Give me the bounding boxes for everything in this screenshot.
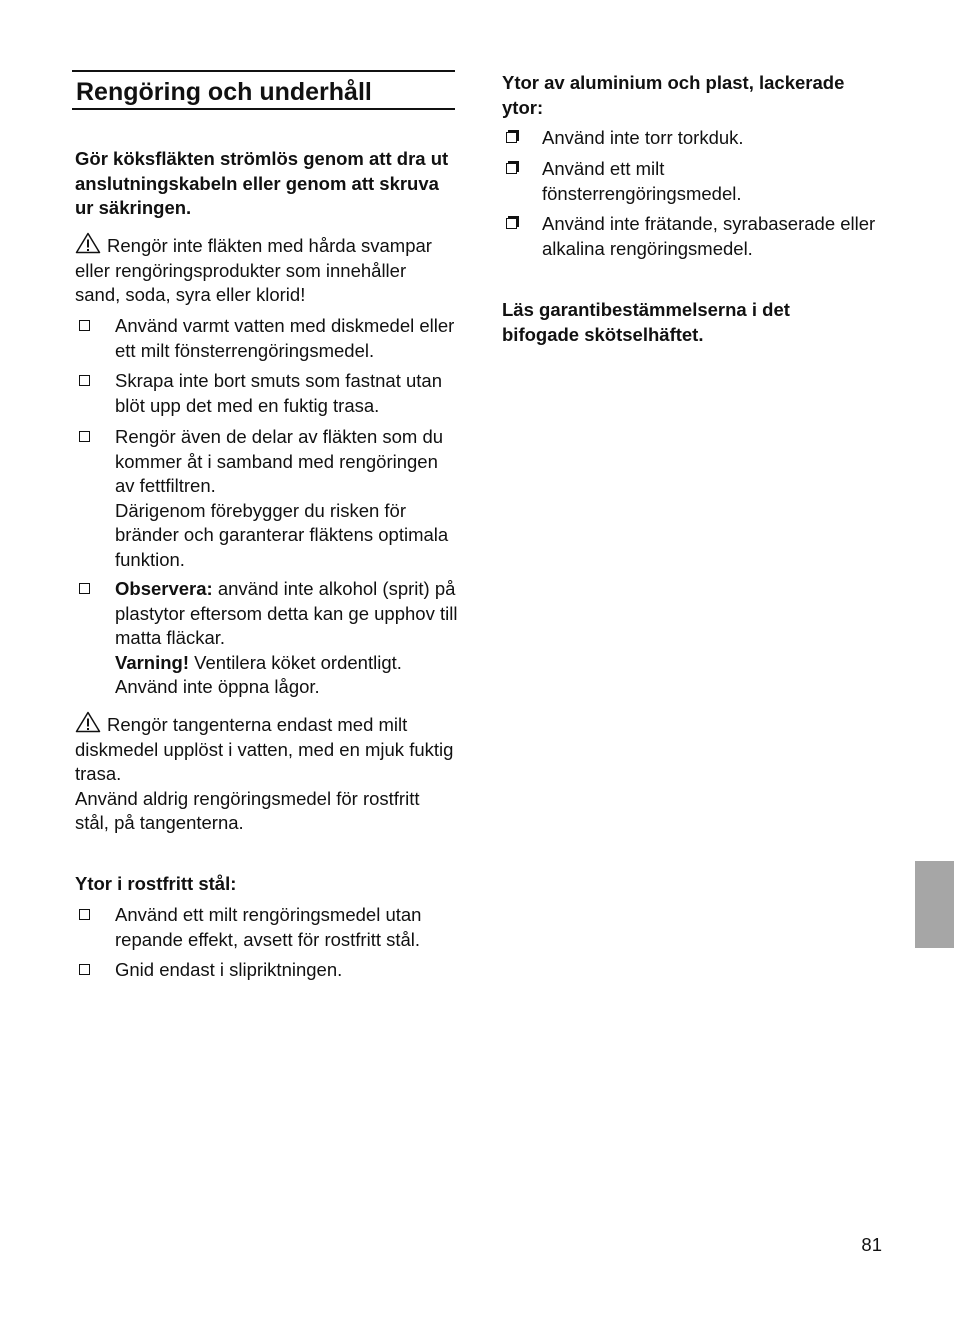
list-item-text-part1: Rengör även de delar av fläkten som du kommer åt i samband med rengöringen av fettfiltren.: [115, 426, 444, 496]
list-item-text: Använd varmt vatten med diskmedel eller ett milt fönsterrengöringsmedel.: [115, 315, 455, 361]
warning-text-2-extra: Använd aldrig rengöringsmedel för rostfritt stål, på tangenterna.: [75, 787, 420, 833]
list-item-text: Använd ett milt rengöringsmedel utan repande effekt, avsett för rostfritt stål.: [115, 904, 422, 950]
checkbox-icon: [79, 375, 90, 386]
page-title: Rengöring och underhåll: [76, 78, 372, 106]
list-item-text-part2: Därigenom förebygger du risken för bränder och garanterar fläktens optimala funktion.: [115, 499, 449, 570]
warning-triangle-icon: [75, 232, 101, 254]
list-item-text: Använd ett milt fönsterrengöringsmedel.: [542, 158, 742, 204]
section-tab: [915, 861, 954, 948]
aluminium-heading: Ytor av aluminium och plast, lackerade ytor:: [502, 72, 845, 118]
checkbox-icon: [79, 320, 90, 331]
warning-text-2: Rengör tangenterna endast med milt diskmedel upplöst i vatten, med en mjuk fuktig trasa.: [75, 714, 454, 784]
warning-paragraph-1: [75, 232, 455, 308]
list-item-text: [115, 577, 460, 700]
warning-label-text: Ventilera köket ordentligt. Använd inte öppna lågor.: [115, 651, 402, 697]
checkbox-icon: [506, 132, 517, 143]
observe-text: använd inte alkohol (sprit) på plastytor eftersom detta kan ge upphov till matta fläckar.: [115, 578, 458, 648]
checkbox-icon: [79, 909, 90, 920]
list-item-text: [115, 425, 460, 572]
title-box: [72, 70, 455, 110]
list-item-text: Använd inte frätande, syrabaserade eller alkalina rengöringsmedel.: [542, 213, 876, 259]
steel-heading: Ytor i rostfritt stål:: [75, 873, 237, 894]
checkbox-icon: [79, 583, 90, 594]
list-item-text: Använd inte torr torkduk.: [542, 127, 744, 148]
checkbox-icon: [506, 218, 517, 229]
warning-label: Varning!: [115, 651, 190, 673]
guarantee-note: Läs garantibestämmelserna i det bifogade skötselhäftet.: [502, 299, 790, 345]
list-item-text: Gnid endast i slipriktningen.: [115, 959, 343, 980]
checkbox-icon: [506, 163, 517, 174]
observe-label: Observera:: [115, 578, 213, 599]
page-number: 81: [861, 1234, 882, 1255]
intro-instruction: Gör köksfläkten strömlös genom att dra ut anslutningskabeln eller genom att skruva ur säkringen.: [75, 148, 449, 218]
warning-triangle-icon: [75, 711, 101, 733]
checkbox-icon: [79, 964, 90, 975]
warning-text-1: Rengör inte fläkten med hårda svampar eller rengöringsprodukter som innehåller sand, soda, syra eller klorid!: [75, 235, 432, 305]
checkbox-icon: [79, 431, 90, 442]
warning-paragraph-2: [75, 711, 455, 836]
list-item-text: Skrapa inte bort smuts som fastnat utan blöt upp det med en fuktig trasa.: [115, 370, 442, 416]
